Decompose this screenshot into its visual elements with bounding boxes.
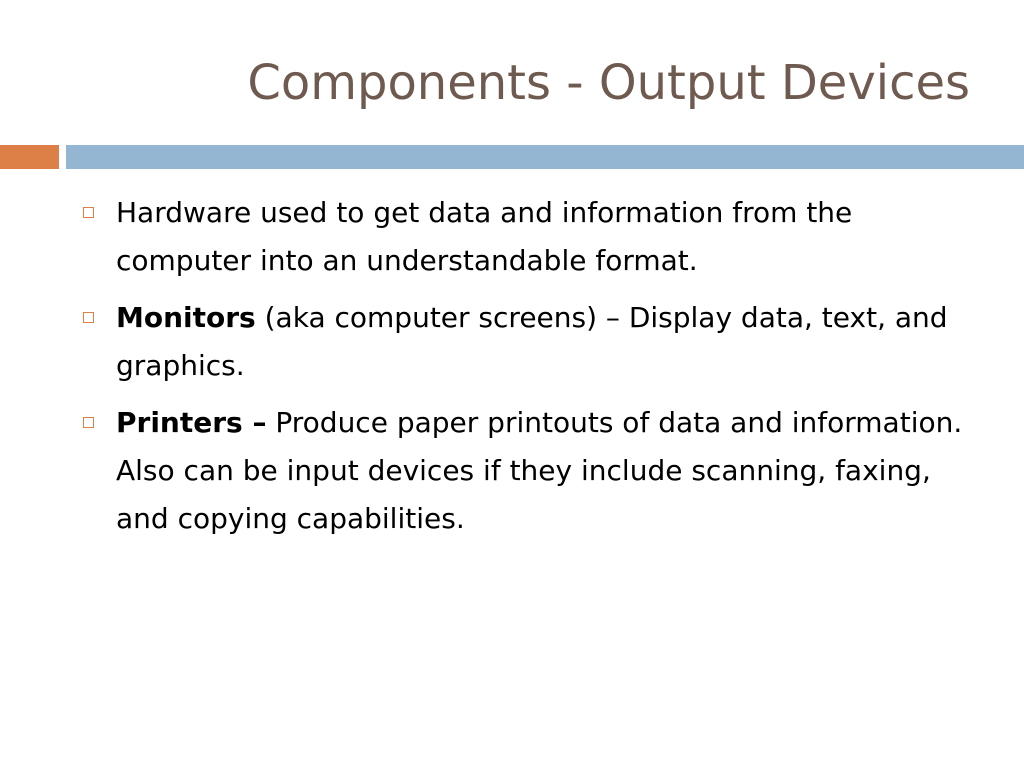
accent-bar (0, 145, 59, 169)
square-bullet-icon (83, 207, 94, 218)
bullet-list (78, 189, 983, 552)
square-bullet-icon (83, 312, 94, 323)
bullet-item-printers (78, 399, 983, 543)
bullet-text: Produce paper printouts of data and information. Also can be input devices if they include scanning, faxing, and copying capabilities. (116, 406, 963, 535)
bullet-term: Monitors (116, 301, 256, 334)
title-divider-bar (66, 145, 1024, 169)
square-bullet-icon (83, 417, 94, 428)
bullet-term: Printers – (116, 406, 267, 439)
bullet-item-hardware (78, 189, 983, 285)
bullet-text: Hardware used to get data and information from the computer into an understandable format. (116, 196, 853, 277)
slide-title: Components - Output Devices (247, 55, 970, 111)
bullet-item-monitors (78, 294, 983, 390)
bullet-text: (aka computer screens) – Display data, text, and graphics. (116, 301, 948, 382)
